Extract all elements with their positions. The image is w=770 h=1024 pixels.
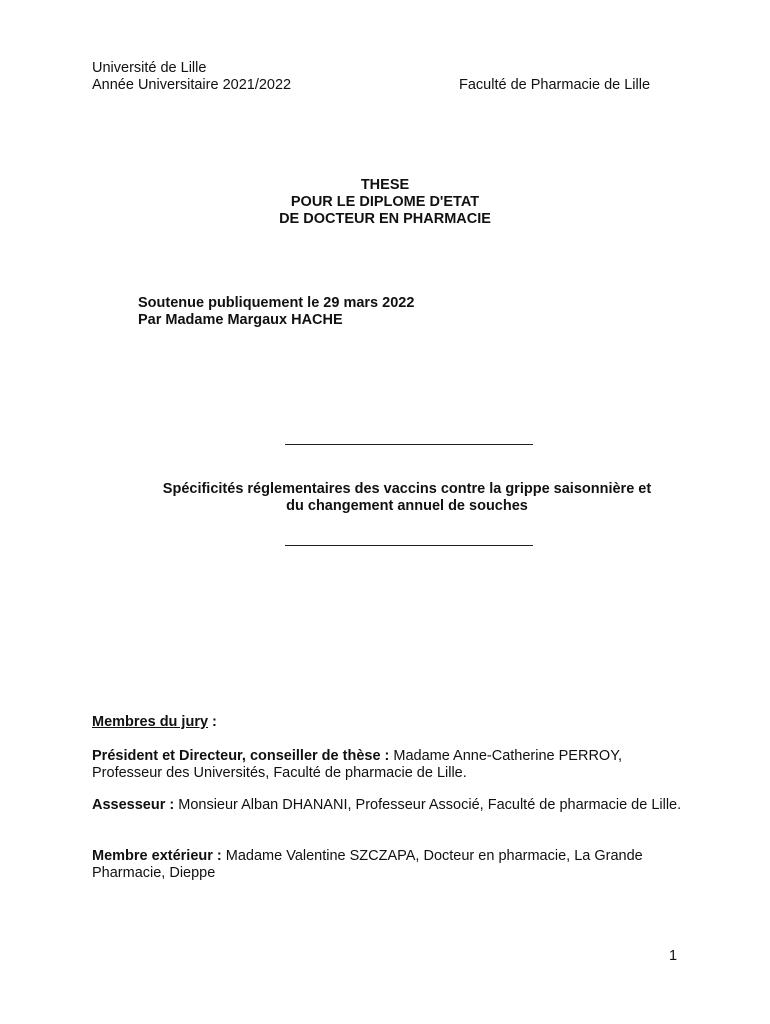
- jury-heading: [92, 714, 217, 731]
- academic-year: Année Universitaire 2021/2022: [92, 77, 292, 93]
- jury-heading-text: Membres du jury: [92, 714, 209, 730]
- jury-member-assessor: [92, 797, 682, 814]
- subject-line-2: du changement annuel de souches: [286, 498, 528, 514]
- subject-line-1: Spécificités réglementaires des vaccins contre la grippe saisonnière et: [162, 481, 652, 497]
- page-number: 1: [669, 948, 678, 964]
- defense-date: Soutenue publiquement le 29 mars 2022: [138, 295, 415, 311]
- jury-role: Assesseur :: [92, 797, 175, 813]
- faculty-name: Faculté de Pharmacie de Lille: [459, 77, 651, 93]
- title-line-3: DE DOCTEUR EN PHARMACIE: [279, 211, 491, 227]
- divider-bottom: [285, 545, 533, 546]
- jury-role: Membre extérieur :: [92, 848, 222, 864]
- thesis-subject: [0, 481, 770, 515]
- defense-info: [138, 295, 414, 329]
- jury-details: Monsieur Alban DHANANI, Professeur Associé, Faculté de pharmacie de Lille.: [174, 797, 682, 813]
- title-line-2: POUR LE DIPLOME D'ETAT: [290, 194, 480, 210]
- defense-author: Par Madame Margaux HACHE: [138, 312, 343, 328]
- jury-details: Madame Valentine SZCZAPA, Docteur en pharmacie, La Grande Pharmacie, Dieppe: [92, 848, 643, 881]
- title-line-1: THESE: [360, 177, 410, 193]
- jury-details: Madame Anne-Catherine PERROY, Professeur des Universités, Faculté de pharmacie de Lille.: [92, 748, 623, 781]
- university-name: Université de Lille: [92, 60, 207, 76]
- jury-heading-colon: :: [208, 714, 217, 730]
- thesis-title: [0, 177, 770, 228]
- divider-top: [285, 444, 533, 445]
- jury-role: Président et Directeur, conseiller de thèse :: [92, 748, 390, 764]
- jury-member-external: [92, 848, 682, 882]
- jury-member-president: [92, 748, 682, 782]
- header-left: [92, 60, 291, 94]
